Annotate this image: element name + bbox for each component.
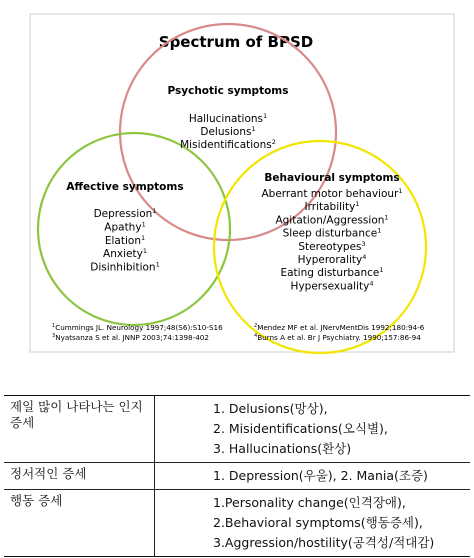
item-superscript: 1 [398, 187, 403, 195]
reference-number: 3 [52, 333, 56, 339]
item-text: Irritability [304, 201, 356, 214]
row-header: 정서적인 증세 [4, 463, 155, 490]
item-superscript: 4 [362, 253, 367, 261]
table-row [4, 463, 470, 490]
item-superscript: 1 [379, 266, 384, 275]
item-superscript: 1 [140, 233, 146, 242]
row-value-line: 2. Misidentifications(오식별), [213, 421, 388, 436]
psy-item [180, 138, 276, 151]
references-right [254, 323, 425, 342]
item-text: Depression [93, 208, 153, 220]
beh-item [275, 213, 388, 226]
beh-item [305, 200, 360, 213]
reference-text: Burns A et al. Br J Psychiatry. 1990;157:86-94 [257, 333, 421, 342]
item-superscript: 1 [263, 112, 268, 120]
row-values [155, 396, 471, 463]
reference-text: Mendez MF et al. JNervMentDis 1992;180:94-6 [257, 323, 425, 332]
item-superscript: 4 [369, 279, 374, 288]
item-text: Stereotypes [298, 240, 362, 253]
reference-number: 1 [52, 323, 56, 329]
item-superscript: 1 [251, 125, 256, 133]
row-value-line: 1.Personality change(인격장애), [213, 495, 406, 510]
item-superscript: 1 [141, 220, 146, 229]
reference-text: Cummings JL. Neurology 1997;48(S6):S10-S16 [55, 323, 223, 332]
row-values [155, 463, 471, 490]
item-superscript: 1 [142, 247, 147, 256]
figure-title: Spectrum of BPSD [158, 33, 314, 51]
reference-text: Nyatsanza S et al. JNNP 2003;74:1398-402 [55, 333, 209, 342]
item-superscript: 1 [355, 200, 360, 209]
row-value-line: 3.Aggression/hostility(공격성/적대감) [213, 535, 435, 550]
psy-item [189, 112, 267, 125]
item-text: Agitation/Aggression [275, 214, 385, 227]
reference-number: 4 [254, 333, 258, 339]
row-header: 제일 많이 나타나는 인지 증세 [4, 396, 155, 463]
behavioural-heading: Behavioural symptoms [264, 172, 400, 184]
item-superscript: 1 [377, 226, 382, 235]
aff-item [105, 234, 145, 247]
beh-item [298, 240, 365, 253]
item-text: Anxiety [103, 248, 143, 261]
item-superscript: 1 [155, 260, 160, 269]
table-row [4, 490, 470, 557]
item-text: Elation [104, 234, 141, 247]
references-left [52, 323, 223, 342]
item-superscript: 1 [384, 213, 389, 222]
reference-line [254, 333, 421, 342]
item-text: Eating disturbance [280, 267, 380, 280]
aff-item [103, 247, 147, 260]
row-header: 행동 증세 [4, 490, 155, 557]
reference-line [254, 323, 425, 332]
item-text: Misidentifications [180, 139, 272, 151]
reference-line [52, 333, 209, 342]
row-value-line: 1. Delusions(망상), [213, 401, 328, 416]
beh-item [298, 253, 367, 266]
item-text: Hallucinations [188, 113, 264, 125]
row-value-line: 2.Behavioral symptoms(행동증세), [213, 515, 423, 530]
item-text: Hyperorality [297, 254, 363, 266]
item-text: Aberrant motor behaviour [261, 188, 399, 200]
beh-item [280, 266, 383, 279]
beh-item [291, 279, 374, 292]
beh-item [261, 187, 402, 200]
aff-item [90, 261, 159, 274]
affective-heading: Affective symptoms [66, 181, 184, 193]
item-superscript: 3 [361, 239, 366, 248]
row-value-line: 3. Hallucinations(환상) [213, 441, 352, 456]
row-value-line: 1. Depression(우울), 2. Mania(조증) [213, 468, 428, 483]
aff-item [94, 207, 157, 220]
item-text: Sleep disturbance [282, 227, 378, 240]
psy-item [200, 125, 255, 138]
reference-line [52, 323, 223, 332]
item-text: Hypersexuality [290, 280, 370, 293]
item-superscript: 2 [271, 138, 276, 146]
item-text: Disinhibition [90, 261, 156, 274]
table-row [4, 396, 470, 463]
reference-number: 2 [254, 323, 258, 329]
row-values [155, 490, 471, 557]
item-text: Apathy [104, 221, 142, 234]
item-superscript: 1 [152, 207, 157, 215]
psychotic-heading: Psychotic symptoms [167, 85, 289, 97]
aff-item [104, 220, 145, 233]
item-text: Delusions [200, 126, 252, 138]
beh-item [283, 227, 382, 240]
bpsd-summary-table [4, 395, 470, 557]
